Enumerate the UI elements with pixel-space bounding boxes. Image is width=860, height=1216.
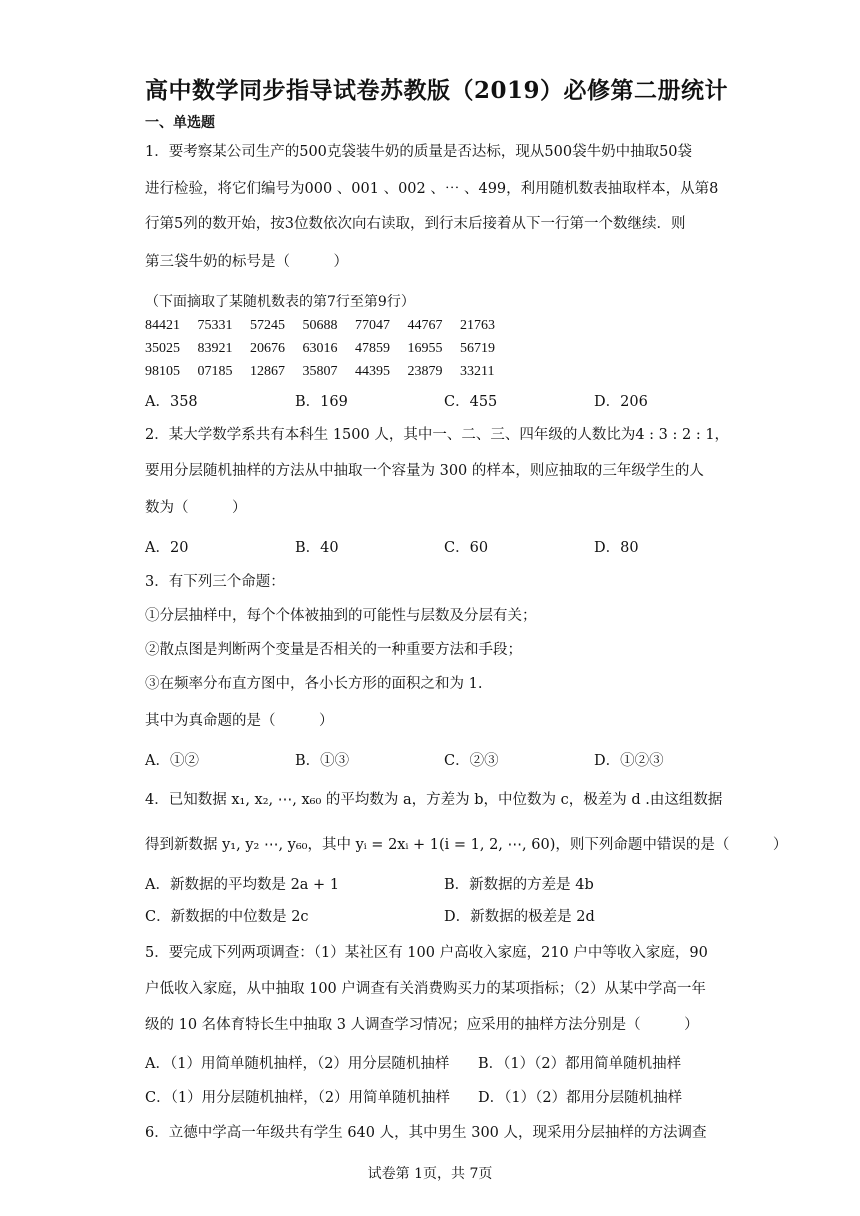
q2-line-2: 要用分层随机抽样的方法从中抽取一个容量为 300 的样本，则应抽取的三年级学生的人 — [145, 463, 704, 479]
q2-line-1: 2．某大学数学系共有本科生 1500 人，其中一、二、三、四年级的人数比为4 : 3 : 2 : 1， — [145, 427, 730, 443]
q2-option-c: C．60 — [444, 540, 489, 556]
q1-option-c: C．455 — [444, 394, 498, 410]
q1-line-2: 进行检验，将它们编号为000 、001 、002 、⋯ 、499，利用随机数表抽取样本，从第8 — [145, 181, 719, 197]
q1-option-d: D．206 — [594, 394, 648, 410]
random-table-row-9: 98105 07185 12867 35807 44395 23879 33211 — [145, 364, 495, 379]
q1-note: （下面摘取了某随机数表的第7行至第9行） — [145, 294, 415, 310]
q2-option-a: A．20 — [145, 540, 189, 556]
q4-option-c: C．新数据的中位数是 2c — [145, 909, 309, 925]
q2-line-3: 数为（ ） — [145, 500, 247, 516]
q1-line-3: 行第5列的数开始，按3位数依次向右读取，到行末后接着从下一行第一个数继续．则 — [145, 216, 686, 232]
q1-line-4: 第三袋牛奶的标号是（ ） — [145, 254, 348, 270]
q4-line-2: 得到新数据 y₁, y₂ ⋯, y₆₀，其中 yᵢ = 2xᵢ + 1(i = 1, 2, ⋯, 60)，则下列命题中错误的是（ ） — [145, 837, 788, 853]
q3-line-1: 3．有下列三个命题： — [145, 574, 285, 590]
q1-option-b: B．169 — [295, 394, 348, 410]
q4-line-1: 4．已知数据 x₁, x₂, ⋯, x₆₀ 的平均数为 a，方差为 b，中位数为 c，极差为 d .由这组数据 — [145, 792, 723, 808]
q3-option-a: A．①② — [145, 753, 199, 769]
q3-line-5: 其中为真命题的是（ ） — [145, 713, 334, 729]
q3-option-d: D．①②③ — [594, 753, 664, 769]
random-table-row-7: 84421 75331 57245 50688 77047 44767 21763 — [145, 318, 495, 333]
q5-line-2: 户低收入家庭，从中抽取 100 户调查有关消费购买力的某项指标；（2）从某中学高一年 — [145, 981, 706, 997]
q5-option-b: B．（1）（2）都用简单随机抽样 — [478, 1056, 682, 1072]
q5-option-a: A．（1）用简单随机抽样，（2）用分层随机抽样 — [145, 1056, 450, 1072]
q1-line-1: 1．要考察某公司生产的500克袋装牛奶的质量是否达标，现从500袋牛奶中抽取50袋 — [145, 144, 693, 160]
q5-option-c: C．（1）用分层随机抽样，（2）用简单随机抽样 — [145, 1090, 451, 1106]
random-table-row-8: 35025 83921 20676 63016 47859 16955 56719 — [145, 341, 495, 356]
q4-option-a: A．新数据的平均数是 2a + 1 — [145, 877, 340, 893]
q1-option-a: A．358 — [145, 394, 198, 410]
q5-line-3: 级的 10 名体育特长生中抽取 3 人调查学习情况；应采用的抽样方法分别是（ ） — [145, 1017, 699, 1033]
q3-line-3: ②散点图是判断两个变量是否相关的一种重要方法和手段； — [145, 642, 522, 658]
page-footer: 试卷第 1页，共 7页 — [367, 1166, 493, 1182]
q2-option-d: D．80 — [594, 540, 639, 556]
q5-line-1: 5．要完成下列两项调查：（1）某社区有 100 户高收入家庭，210 户中等收入家庭，90 — [145, 945, 708, 961]
q5-option-d: D．（1）（2）都用分层随机抽样 — [478, 1090, 683, 1106]
q3-line-4: ③在频率分布直方图中，各小长方形的面积之和为 1. — [145, 676, 483, 692]
q3-line-2: ①分层抽样中，每个个体被抽到的可能性与层数及分层有关； — [145, 608, 537, 624]
q4-option-b: B．新数据的方差是 4b — [444, 877, 594, 893]
q3-option-c: C．②③ — [444, 753, 499, 769]
q2-option-b: B．40 — [295, 540, 339, 556]
section-heading: 一、单选题 — [145, 115, 215, 131]
q4-option-d: D．新数据的极差是 2d — [444, 909, 595, 925]
q6-line-1: 6．立德中学高一年级共有学生 640 人，其中男生 300 人，现采用分层抽样的方法调查 — [145, 1125, 707, 1141]
q3-option-b: B．①③ — [295, 753, 350, 769]
page-title: 高中数学同步指导试卷苏教版（2019）必修第二册统计 — [145, 77, 729, 104]
